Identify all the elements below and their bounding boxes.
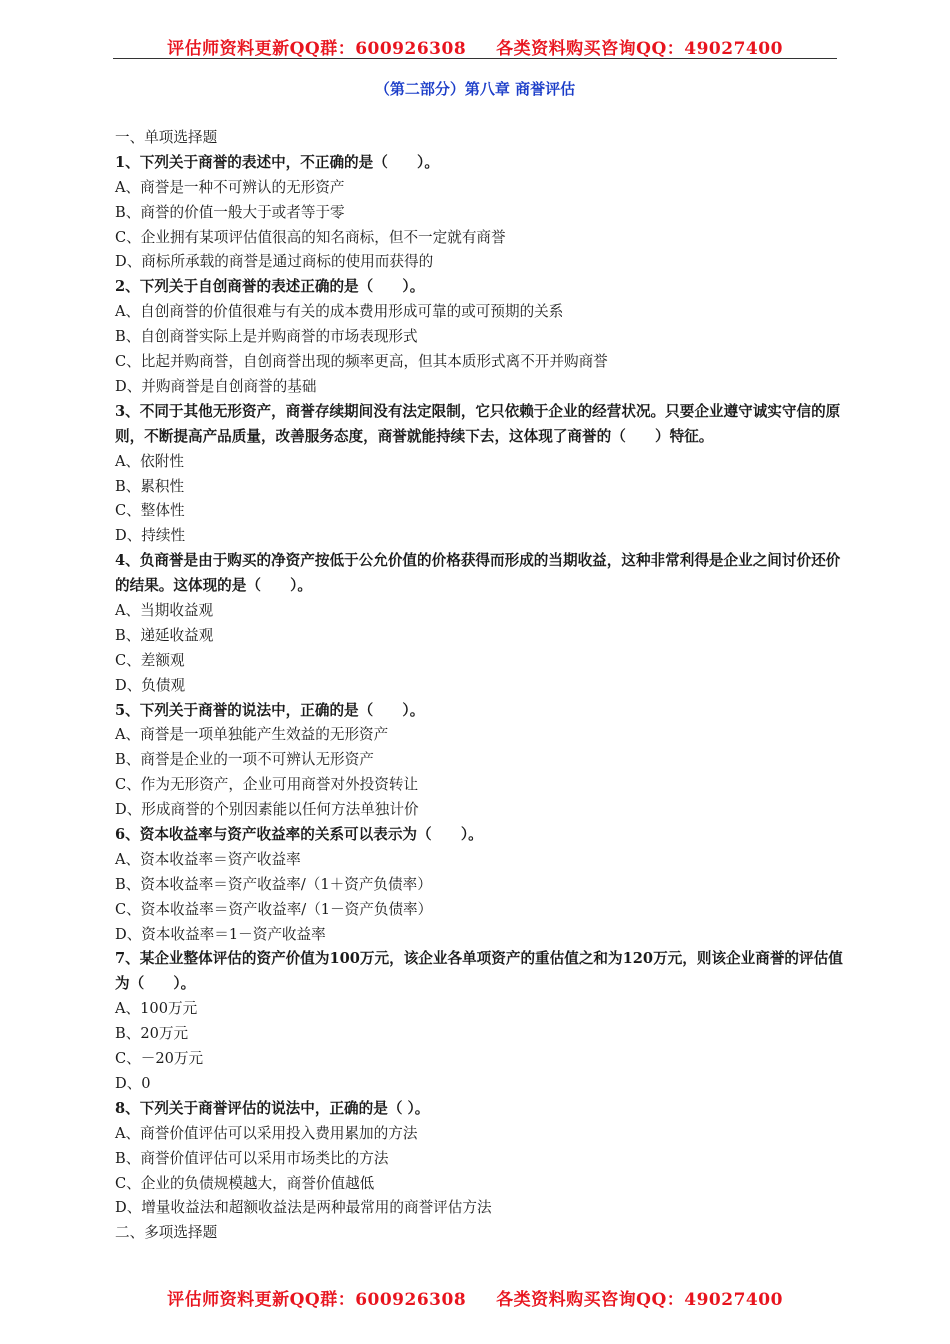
option-a: A、商誉是一项单独能产生效益的无形资产 (115, 726, 389, 744)
question-3 (115, 400, 845, 549)
option-b: B、自创商誉实际上是并购商誉的市场表现形式 (115, 328, 418, 346)
option-a: A、商誉是一种不可辨认的无形资产 (115, 178, 345, 196)
option-c: C、比起并购商誉，自创商誉出现的频率更高，但其本质形式离不开并购商誉 (115, 353, 608, 371)
option-a: A、商誉价值评估可以采用投入费用累加的方法 (115, 1124, 418, 1142)
question-stem: 7、某企业整体评估的资产价值为100万元，该企业各单项资产的重估值之和为120万元，则该企业商誉的评估值为（ ）。 (115, 950, 843, 993)
option-b: B、资本收益率＝资产收益率/（1＋资产负债率） (115, 875, 432, 893)
footer-purchase-qq: 各类资料购买咨询QQ：49027400 (496, 1290, 783, 1310)
question-2 (115, 275, 845, 399)
option-d: D、资本收益率＝1－资产收益率 (115, 925, 326, 943)
header-purchase-qq: 各类资料购买咨询QQ：49027400 (496, 39, 783, 59)
question-8 (115, 1097, 845, 1221)
option-a: A、依附性 (115, 452, 184, 470)
option-a: A、当期收益观 (115, 601, 214, 619)
option-d: D、商标所承载的商誉是通过商标的使用而获得的 (115, 253, 434, 271)
header-rule (113, 58, 837, 59)
option-b: B、商誉是企业的一项不可辨认无形资产 (115, 751, 374, 769)
question-1 (115, 151, 845, 275)
question-7 (115, 947, 845, 1096)
document-body (115, 126, 845, 1246)
header-qq-group: 评估师资料更新QQ群：600926308 (167, 39, 467, 59)
option-b: B、累积性 (115, 477, 185, 495)
option-c: C、资本收益率＝资产收益率/（1－资产负债率） (115, 900, 433, 918)
question-6 (115, 823, 845, 947)
question-stem: 3、不同于其他无形资产，商誉存续期间没有法定限制，它只依赖于企业的经营状况。只要企业遵守诚实守信的原则，不断提高产品质量，改善服务态度，商誉就能持续下去，这体现了商誉的（ ）特征。 (115, 402, 841, 445)
option-c: C、企业拥有某项评估值很高的知名商标，但不一定就有商誉 (115, 228, 506, 246)
option-c: C、整体性 (115, 502, 185, 520)
chapter-title: （第二部分）第八章 商誉评估 (374, 80, 576, 98)
option-a: A、资本收益率＝资产收益率 (115, 850, 301, 868)
option-d: D、增量收益法和超额收益法是两种最常用的商誉评估方法 (115, 1199, 492, 1217)
section-heading-multiple-choice: 二、多项选择题 (115, 1224, 218, 1242)
option-d: D、负债观 (115, 676, 186, 694)
option-a: A、100万元 (115, 1000, 198, 1018)
option-b: B、商誉的价值一般大于或者等于零 (115, 203, 345, 221)
option-c: C、－20万元 (115, 1050, 204, 1068)
header-banner (0, 34, 950, 59)
option-d: D、并购商誉是自创商誉的基础 (115, 377, 317, 395)
option-d: D、0 (115, 1074, 151, 1092)
option-c: C、企业的负债规模越大，商誉价值越低 (115, 1174, 375, 1192)
question-stem: 1、下列关于商誉的表述中，不正确的是（ ）。 (115, 153, 439, 171)
option-a: A、自创商誉的价值很难与有关的成本费用形成可靠的或可预期的关系 (115, 303, 564, 321)
footer-qq-group: 评估师资料更新QQ群：600926308 (167, 1290, 467, 1310)
question-stem: 6、资本收益率与资产收益率的关系可以表示为（ ）。 (115, 826, 483, 843)
option-c: C、差额观 (115, 651, 185, 669)
option-b: B、20万元 (115, 1025, 189, 1043)
question-stem: 4、负商誉是由于购买的净资产按低于公允价值的价格获得而形成的当期收益，这种非常利得是企业之间讨价还价的结果。这体现的是（ ）。 (115, 552, 841, 595)
question-stem: 2、下列关于自创商誉的表述正确的是（ ）。 (115, 278, 425, 296)
section-heading-single-choice: 一、单项选择题 (115, 129, 218, 146)
option-b: B、商誉价值评估可以采用市场类比的方法 (115, 1149, 389, 1167)
question-stem: 8、下列关于商誉评估的说法中，正确的是（ ）。 (115, 1099, 430, 1117)
option-d: D、形成商誉的个别因素能以任何方法单独计价 (115, 801, 419, 819)
question-stem: 5、下列关于商誉的说法中，正确的是（ ）。 (115, 701, 425, 719)
question-4 (115, 549, 845, 698)
option-b: B、递延收益观 (115, 626, 214, 644)
option-d: D、持续性 (115, 527, 186, 545)
footer-banner (0, 1285, 950, 1310)
option-c: C、作为无形资产，企业可用商誉对外投资转让 (115, 776, 419, 794)
question-5 (115, 699, 845, 823)
